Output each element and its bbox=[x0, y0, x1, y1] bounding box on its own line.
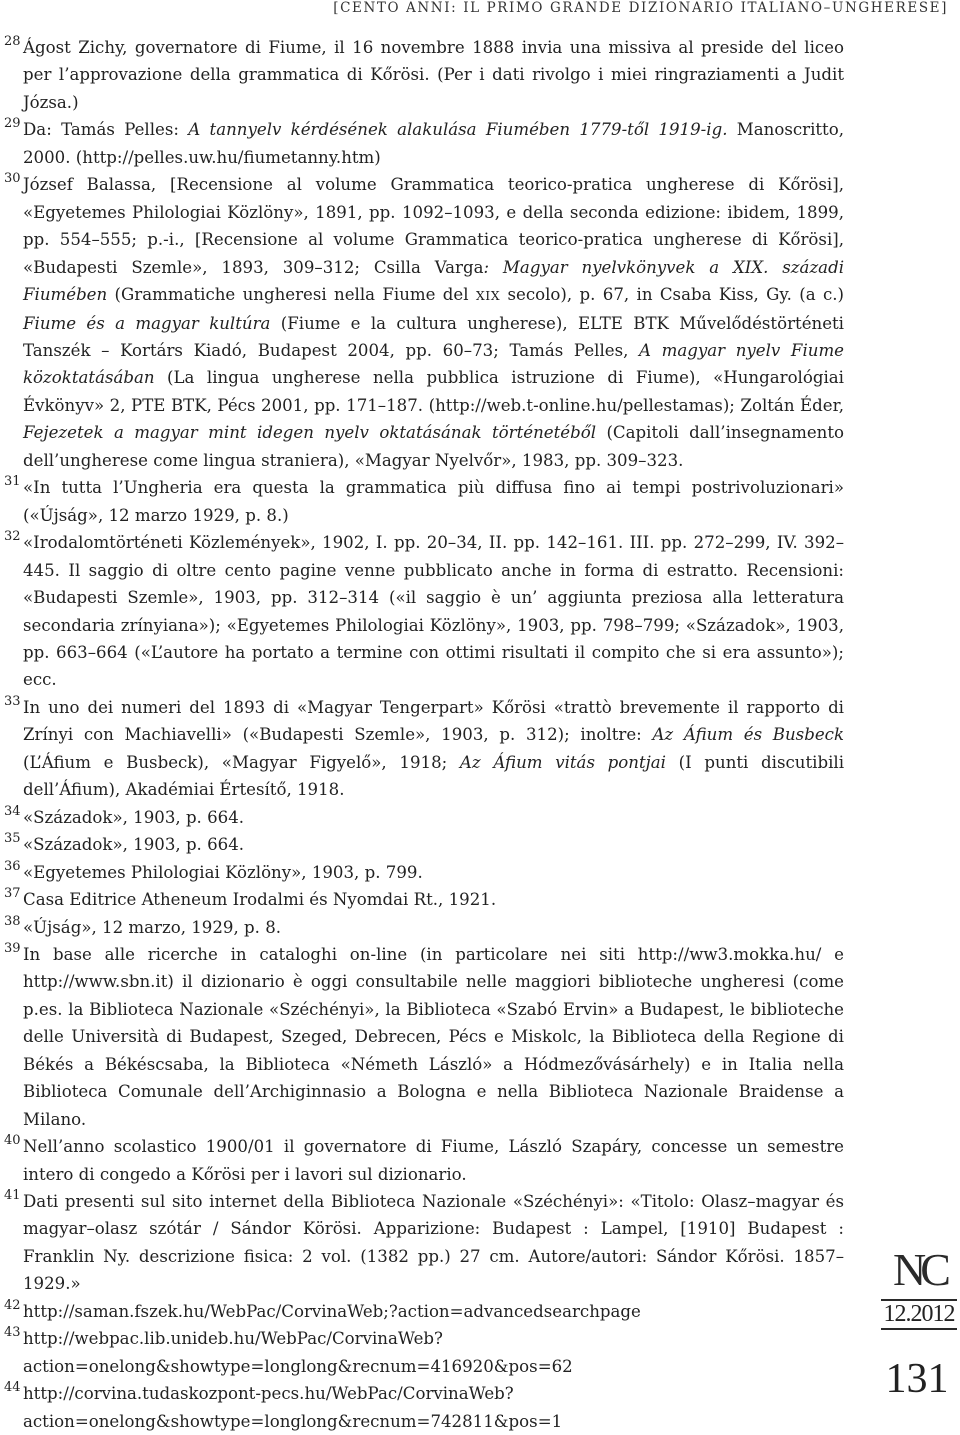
footnote-text: «Újság», 12 marzo, 1929, p. 8. bbox=[23, 917, 282, 937]
footnote-text: (La lingua ungherese nella pubblica istruzione di Fiume), «Hungarológiai Évkönyv» 2, PTE BTK, Pécs 2001, pp. 171–187. (http://web.t-online.hu/pellestamas); Zoltán Éder, bbox=[23, 368, 844, 415]
footnote-number: 38 bbox=[4, 913, 21, 929]
footnote-text: (L’Áfium e Busbeck), «Magyar Figyelő», 1918; bbox=[23, 752, 460, 772]
footnote bbox=[4, 694, 844, 804]
footnote-text: Manoscritto, 2000. (http://pelles.uw.hu/fiumetanny.htm) bbox=[23, 120, 844, 167]
footnote-number: 37 bbox=[4, 886, 21, 902]
footnote-number: 41 bbox=[4, 1188, 21, 1204]
footnote-text: «Irodalomtörténeti Közlemények», 1902, I. pp. 20–34, II. pp. 142–161. III. pp. 272–299, IV. 392–445. Il saggio di oltre cento pagine venne pubblicato anche in forma di estratto. Recensioni: «Budapesti Szemle», 1903, pp. 312–314 («il saggio è un’ aggiunta preziosa alla letteratura secondaria zrínyiana»); «Egyetemes Philologiai Közlöny», 1903, pp. 798–799; «Századok», 1903, pp. 663–664 («L’autore ha portato a termine con ottimi risultati il compito che si era assunto»); ecc. bbox=[23, 533, 844, 690]
footnote bbox=[4, 914, 844, 941]
footnote-text: : Magyar nyelvkönyvek a XIX. századi Fiumében bbox=[23, 257, 845, 305]
footnote-text: http://webpac.lib.unideb.hu/WebPac/CorvinaWeb?action=onelong&showtype=longlong&recnum=416920&pos=62 bbox=[23, 1329, 573, 1376]
footnote-text: A magyar nyelv Fiume közoktatásában bbox=[23, 340, 844, 388]
footnote-number: 43 bbox=[4, 1325, 21, 1341]
footnote-number: 42 bbox=[4, 1297, 21, 1313]
footnote-text: József Balassa, [Recensione al volume Grammatica teorico-pratica ungherese di Kőrösi], «Egyetemes Philologiai Közlöny», 1891, pp. 1092–1093, e della seconda edizione: ibidem, 1899, pp. 554–555; p.-i., [Recensione al volume Grammatica teorico-pratica ungherese di Kőrösi], «Budapesti Szemle», 1893, 309–312; Csilla Varga bbox=[23, 175, 844, 277]
footnote-number: 28 bbox=[4, 34, 21, 49]
footnote-text: Az Áfium vitás pontjai bbox=[459, 752, 666, 772]
footnote-text: In base alle ricerche in cataloghi on-line (in particolare nei siti http://ww3.mokka.hu/ e http://www.sbn.it) il dizionario è oggi consultabile nelle maggiori biblioteche ungheresi (come p.es. la Biblioteca Nazionale «Széchényi», la Biblioteca «Szabó Ervin» a Budapest, le biblioteche delle Università di Budapest, Szeged, Debrecen, Pécs e Miskolc, la Biblioteca della Regione di Békés a Békéscsaba, la Biblioteca «Németh László» a Hódmezővásárhely) e in Italia nella Biblioteca Comunale dell’Archiginnasio a Bologna e nella Biblioteca Nazionale Braidense a Milano. bbox=[23, 944, 844, 1129]
footnote-number: 29 bbox=[4, 116, 21, 132]
footnote-text: «Századok», 1903, p. 664. bbox=[23, 835, 245, 855]
footnote bbox=[4, 116, 844, 171]
footnote-text: «Századok», 1903, p. 664. bbox=[23, 807, 245, 827]
footnote-text: Casa Editrice Atheneum Irodalmi és Nyomdai Rt., 1921. bbox=[23, 890, 497, 910]
footnote-number: 32 bbox=[4, 529, 21, 545]
footnote bbox=[4, 1133, 844, 1188]
footnote-number: 39 bbox=[4, 940, 21, 956]
footnote-text: XIX bbox=[475, 288, 501, 304]
footnote-text: (I punti discutibili dell’Áfium), Akadémiai Értesítő, 1918. bbox=[23, 752, 844, 800]
footnote-text: In uno dei numeri del 1893 di «Magyar Tengerpart» Kőrösi «trattò brevemente il rapporto di Zrínyi con Machiavelli» («Budapesti Szemle», 1903, p. 312); inoltre: bbox=[23, 697, 844, 745]
footnote-text: Az Áfium és Busbeck bbox=[652, 725, 844, 745]
footnote-text: Da: Tamás Pelles: bbox=[23, 120, 189, 140]
footnote bbox=[4, 859, 844, 886]
footnote-text: Dati presenti sul sito internet della Biblioteca Nazionale «Széchényi»: «Titolo: Olasz–magyar és magyar–olasz szótár / Sándor Körösi. Apparizione: Budapest : Lampel, [1910] Budapest : Franklin Ny. descrizione fisica: 2 vol. (1382 pp.) 27 cm. Autore/autori: Sándor Kőrösi. 1857–1929.» bbox=[23, 1192, 844, 1294]
footnote-text: «Egyetemes Philologiai Közlöny», 1903, p. 799. bbox=[23, 862, 423, 882]
footnote bbox=[4, 831, 844, 858]
footnote bbox=[4, 1298, 844, 1325]
page-number: 131 bbox=[885, 1356, 949, 1402]
footnote bbox=[4, 886, 844, 913]
footnote bbox=[4, 1188, 844, 1298]
footnote-text: Nell’anno scolastico 1900/01 il governatore di Fiume, László Szapáry, concesse un semestre intero di congedo a Kőrösi per i lavori sul dizionario. bbox=[23, 1137, 844, 1184]
footnote-number: 35 bbox=[4, 831, 21, 847]
running-header: [CENTO ANNI: IL PRIMO GRANDE DIZIONARIO ITALIANO–UNGHERESE] bbox=[333, 0, 948, 16]
footnote-text: http://saman.fszek.hu/WebPac/CorvinaWeb;?action=advancedsearchpage bbox=[23, 1301, 641, 1321]
footnote-text: (Grammatiche ungheresi nella Fiume del bbox=[107, 285, 476, 305]
footnote-number: 33 bbox=[4, 693, 21, 709]
footnote bbox=[4, 804, 844, 831]
footnote-text: http://corvina.tudaskozpont-pecs.hu/WebPac/CorvinaWeb?action=onelong&showtype=longlong&recnum=742811&pos=1 bbox=[23, 1384, 563, 1431]
journal-badge bbox=[881, 1244, 957, 1330]
footnote-text: Fejezetek a magyar mint idegen nyelv oktatásának történetéből bbox=[23, 423, 597, 443]
footnote-number: 44 bbox=[4, 1380, 21, 1396]
footnote-text: (Fiume e la cultura ungherese), ELTE BTK Művelődéstörténeti Tanszék – Kortárs Kiadó, Budapest 2004, pp. 60–73; Tamás Pelles, bbox=[23, 313, 844, 360]
footnote-text: A tannyelv kérdésének alakulása Fiumében 1779-től 1919-ig. bbox=[188, 120, 728, 140]
footnote-number: 30 bbox=[4, 171, 21, 187]
footnote-text: «In tutta l’Ungheria era questa la grammatica più diffusa fino ai tempi postrivoluzionari» («Újság», 12 marzo 1929, p. 8.) bbox=[23, 478, 844, 525]
footnote-number: 40 bbox=[4, 1133, 21, 1149]
footnote-text: secolo), p. 67, in Csaba Kiss, Gy. (a c.) bbox=[500, 285, 844, 305]
footnotes bbox=[4, 34, 844, 1435]
footnote-text: (Capitoli dall’insegnamento dell’ungherese come lingua straniera), «Magyar Nyelvőr», 1983, pp. 309–323. bbox=[23, 423, 845, 470]
footnote bbox=[4, 1380, 844, 1435]
journal-logo: NC bbox=[893, 1244, 945, 1295]
footnote-number: 31 bbox=[4, 474, 21, 490]
footnote bbox=[4, 529, 844, 694]
footnote-number: 36 bbox=[4, 858, 21, 874]
footnote bbox=[4, 171, 844, 474]
footnote-text: Ágost Zichy, governatore di Fiume, il 16 novembre 1888 invia una missiva al preside del liceo per l’approvazione della grammatica di Kőrösi. (Per i dati rivolgo i miei ringraziamenti a Judit Józsa.) bbox=[23, 38, 844, 112]
footnote-number: 34 bbox=[4, 803, 21, 819]
footnote bbox=[4, 941, 844, 1133]
footnote-text: Fiume és a magyar kultúra bbox=[23, 313, 271, 333]
footnote bbox=[4, 1325, 844, 1380]
journal-issue: 12.2012 bbox=[881, 1299, 957, 1330]
footnote bbox=[4, 474, 844, 529]
footnote bbox=[4, 34, 844, 116]
